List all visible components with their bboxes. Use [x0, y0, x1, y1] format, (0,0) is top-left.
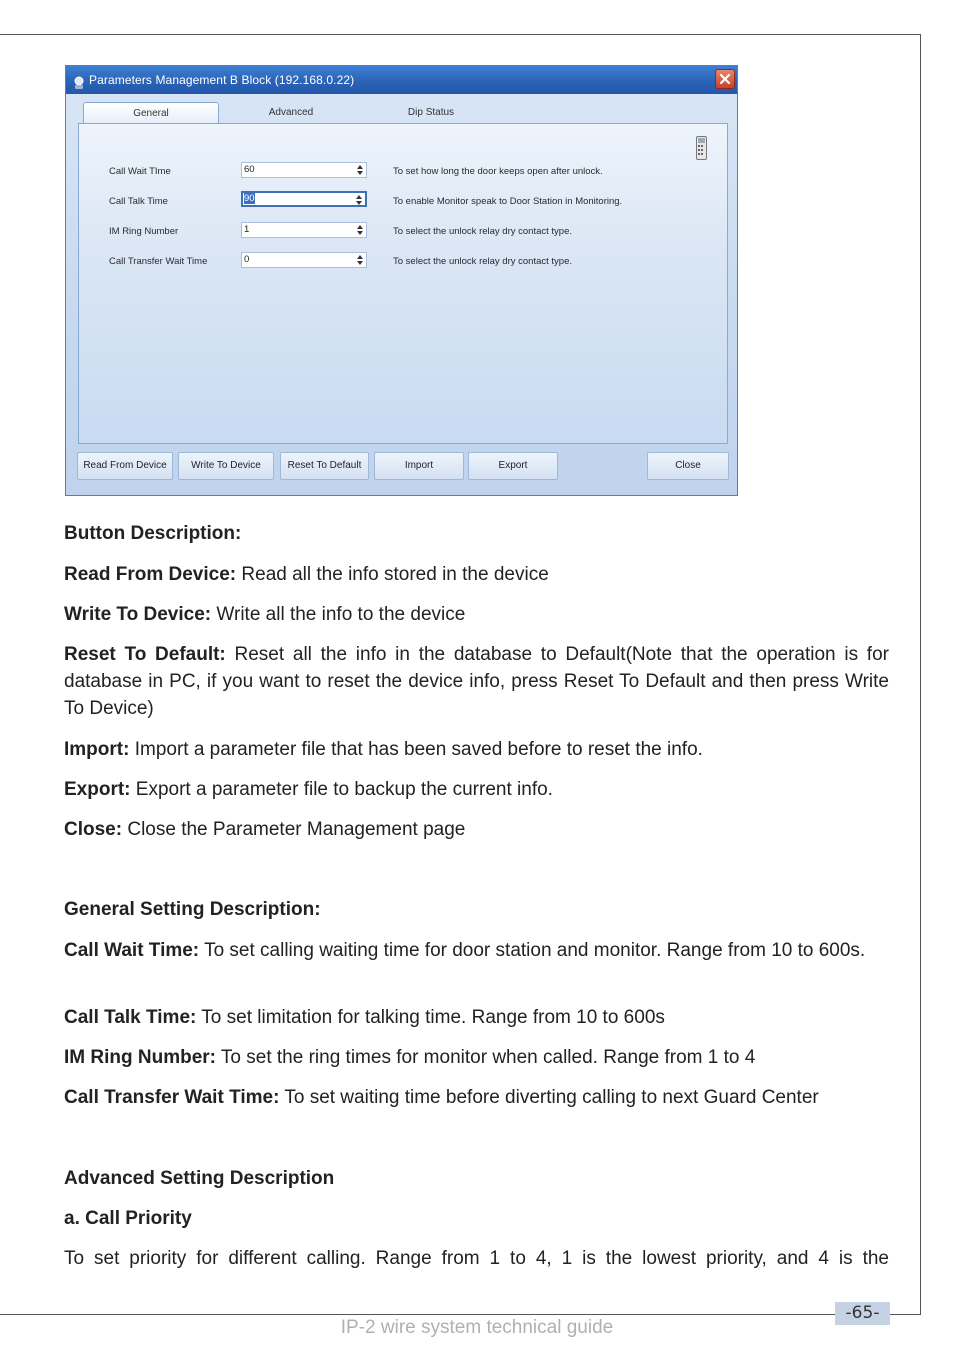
import-button[interactable]: Import: [374, 452, 464, 480]
text: To set waiting time before diverting calling to next Guard Center: [279, 1087, 819, 1108]
top-rule: [0, 34, 921, 35]
text: To set limitation for talking time. Range from 10 to 600s: [196, 1007, 665, 1028]
general-setting-heading: General Setting Description:: [64, 899, 321, 920]
call-transfer-wait-time-desc-para: [64, 1084, 889, 1111]
reset-to-default-button[interactable]: Reset To Default: [280, 452, 369, 480]
text: Read all the info stored in the device: [236, 564, 549, 585]
call-talk-time-desc: To enable Monitor speak to Door Station in Monitoring.: [393, 196, 623, 207]
call-transfer-wait-time-value: 0: [244, 254, 250, 265]
text: To set calling waiting time for door station and monitor. Range from 10 to 600s.: [199, 940, 866, 961]
term: Import:: [64, 739, 130, 760]
footer-guide-title: IP-2 wire system technical guide: [340, 1317, 614, 1338]
im-ring-number-value: 1: [244, 224, 250, 235]
tab-bar: [81, 102, 729, 124]
export-desc: [64, 776, 889, 803]
keypad-icon: [696, 136, 707, 160]
page-number: -65-: [835, 1302, 890, 1325]
call-priority-heading: a. Call Priority: [64, 1208, 192, 1229]
term: Call Talk Time:: [64, 1007, 197, 1028]
call-transfer-wait-time-label: Call Transfer Wait Time: [109, 256, 208, 267]
text: To set the ring times for monitor when called. Range from 1 to 4: [216, 1047, 756, 1068]
text: Write all the info to the device: [211, 604, 466, 625]
call-wait-time-desc-para: [64, 937, 889, 964]
term: Call Transfer Wait Time:: [64, 1087, 280, 1108]
dialog-titlebar: [66, 66, 737, 94]
call-priority-para: To set priority for different calling. Range from 1 to 4, 1 is the lowest priority, and 4 is the: [64, 1248, 889, 1269]
term: Write To Device:: [64, 604, 212, 625]
dialog-title: Parameters Management B Block (192.168.0.22): [89, 73, 355, 87]
text: Export a parameter file to backup the current info.: [130, 779, 553, 800]
advanced-setting-heading: Advanced Setting Description: [64, 1168, 335, 1189]
tab-dip-status[interactable]: Dip Status: [407, 107, 455, 118]
term: Read From Device:: [64, 564, 237, 585]
im-ring-number-desc-para: [64, 1044, 889, 1071]
text: Import a parameter file that has been saved before to reset the info.: [129, 739, 703, 760]
call-transfer-wait-time-desc: To select the unlock relay dry contact type.: [393, 256, 573, 267]
bottom-rule: [0, 1314, 921, 1315]
im-ring-number-label: IM Ring Number: [109, 226, 179, 237]
close-icon[interactable]: [715, 69, 735, 89]
parameters-dialog: [65, 65, 738, 496]
call-wait-time-desc: To set how long the door keeps open after unlock.: [393, 166, 603, 177]
call-talk-time-label: Call Talk Time: [109, 196, 168, 207]
call-talk-time-desc-para: [64, 1004, 889, 1031]
app-icon: [72, 72, 86, 86]
export-button[interactable]: Export: [468, 452, 558, 480]
general-panel: [78, 123, 728, 444]
close-button[interactable]: Close: [647, 452, 729, 480]
import-desc: [64, 736, 889, 763]
right-rule: [920, 34, 921, 1315]
call-wait-time-label: Call Wait TIme: [109, 166, 171, 177]
im-ring-number-input[interactable]: [241, 222, 367, 238]
close-desc: [64, 816, 889, 843]
call-transfer-wait-time-input[interactable]: [241, 252, 367, 268]
read-from-device-button[interactable]: Read From Device: [77, 452, 173, 480]
im-ring-number-desc: To select the unlock relay dry contact type.: [393, 226, 573, 237]
write-to-device-button[interactable]: Write To Device: [178, 452, 274, 480]
spin-arrows-icon[interactable]: [356, 164, 364, 176]
spin-arrows-icon[interactable]: [356, 224, 364, 236]
button-description-heading: Button Description:: [64, 523, 242, 544]
write-to-device-desc: [64, 601, 889, 628]
tab-general[interactable]: General: [83, 102, 219, 124]
read-from-device-desc: [64, 561, 889, 588]
term: Reset To Default:: [64, 644, 226, 665]
term: Close:: [64, 819, 123, 840]
reset-to-default-desc: [64, 641, 889, 722]
tab-advanced[interactable]: Advanced: [268, 107, 314, 118]
call-wait-time-input[interactable]: [241, 162, 367, 178]
call-talk-time-input[interactable]: [241, 191, 367, 207]
spin-arrows-icon[interactable]: [356, 254, 364, 266]
text: Reset all the info in the database to Default(Note that the operation is for database in PC, if you want to reset the device info, press Reset To Default and then press Write To Device): [64, 644, 889, 719]
text: Close the Parameter Management page: [122, 819, 466, 840]
term: IM Ring Number:: [64, 1047, 216, 1068]
call-talk-time-value: 90: [244, 193, 255, 204]
call-wait-time-value: 60: [244, 164, 255, 175]
term: Export:: [64, 779, 131, 800]
spin-arrows-icon[interactable]: [355, 194, 363, 206]
term: Call Wait Time:: [64, 940, 200, 961]
